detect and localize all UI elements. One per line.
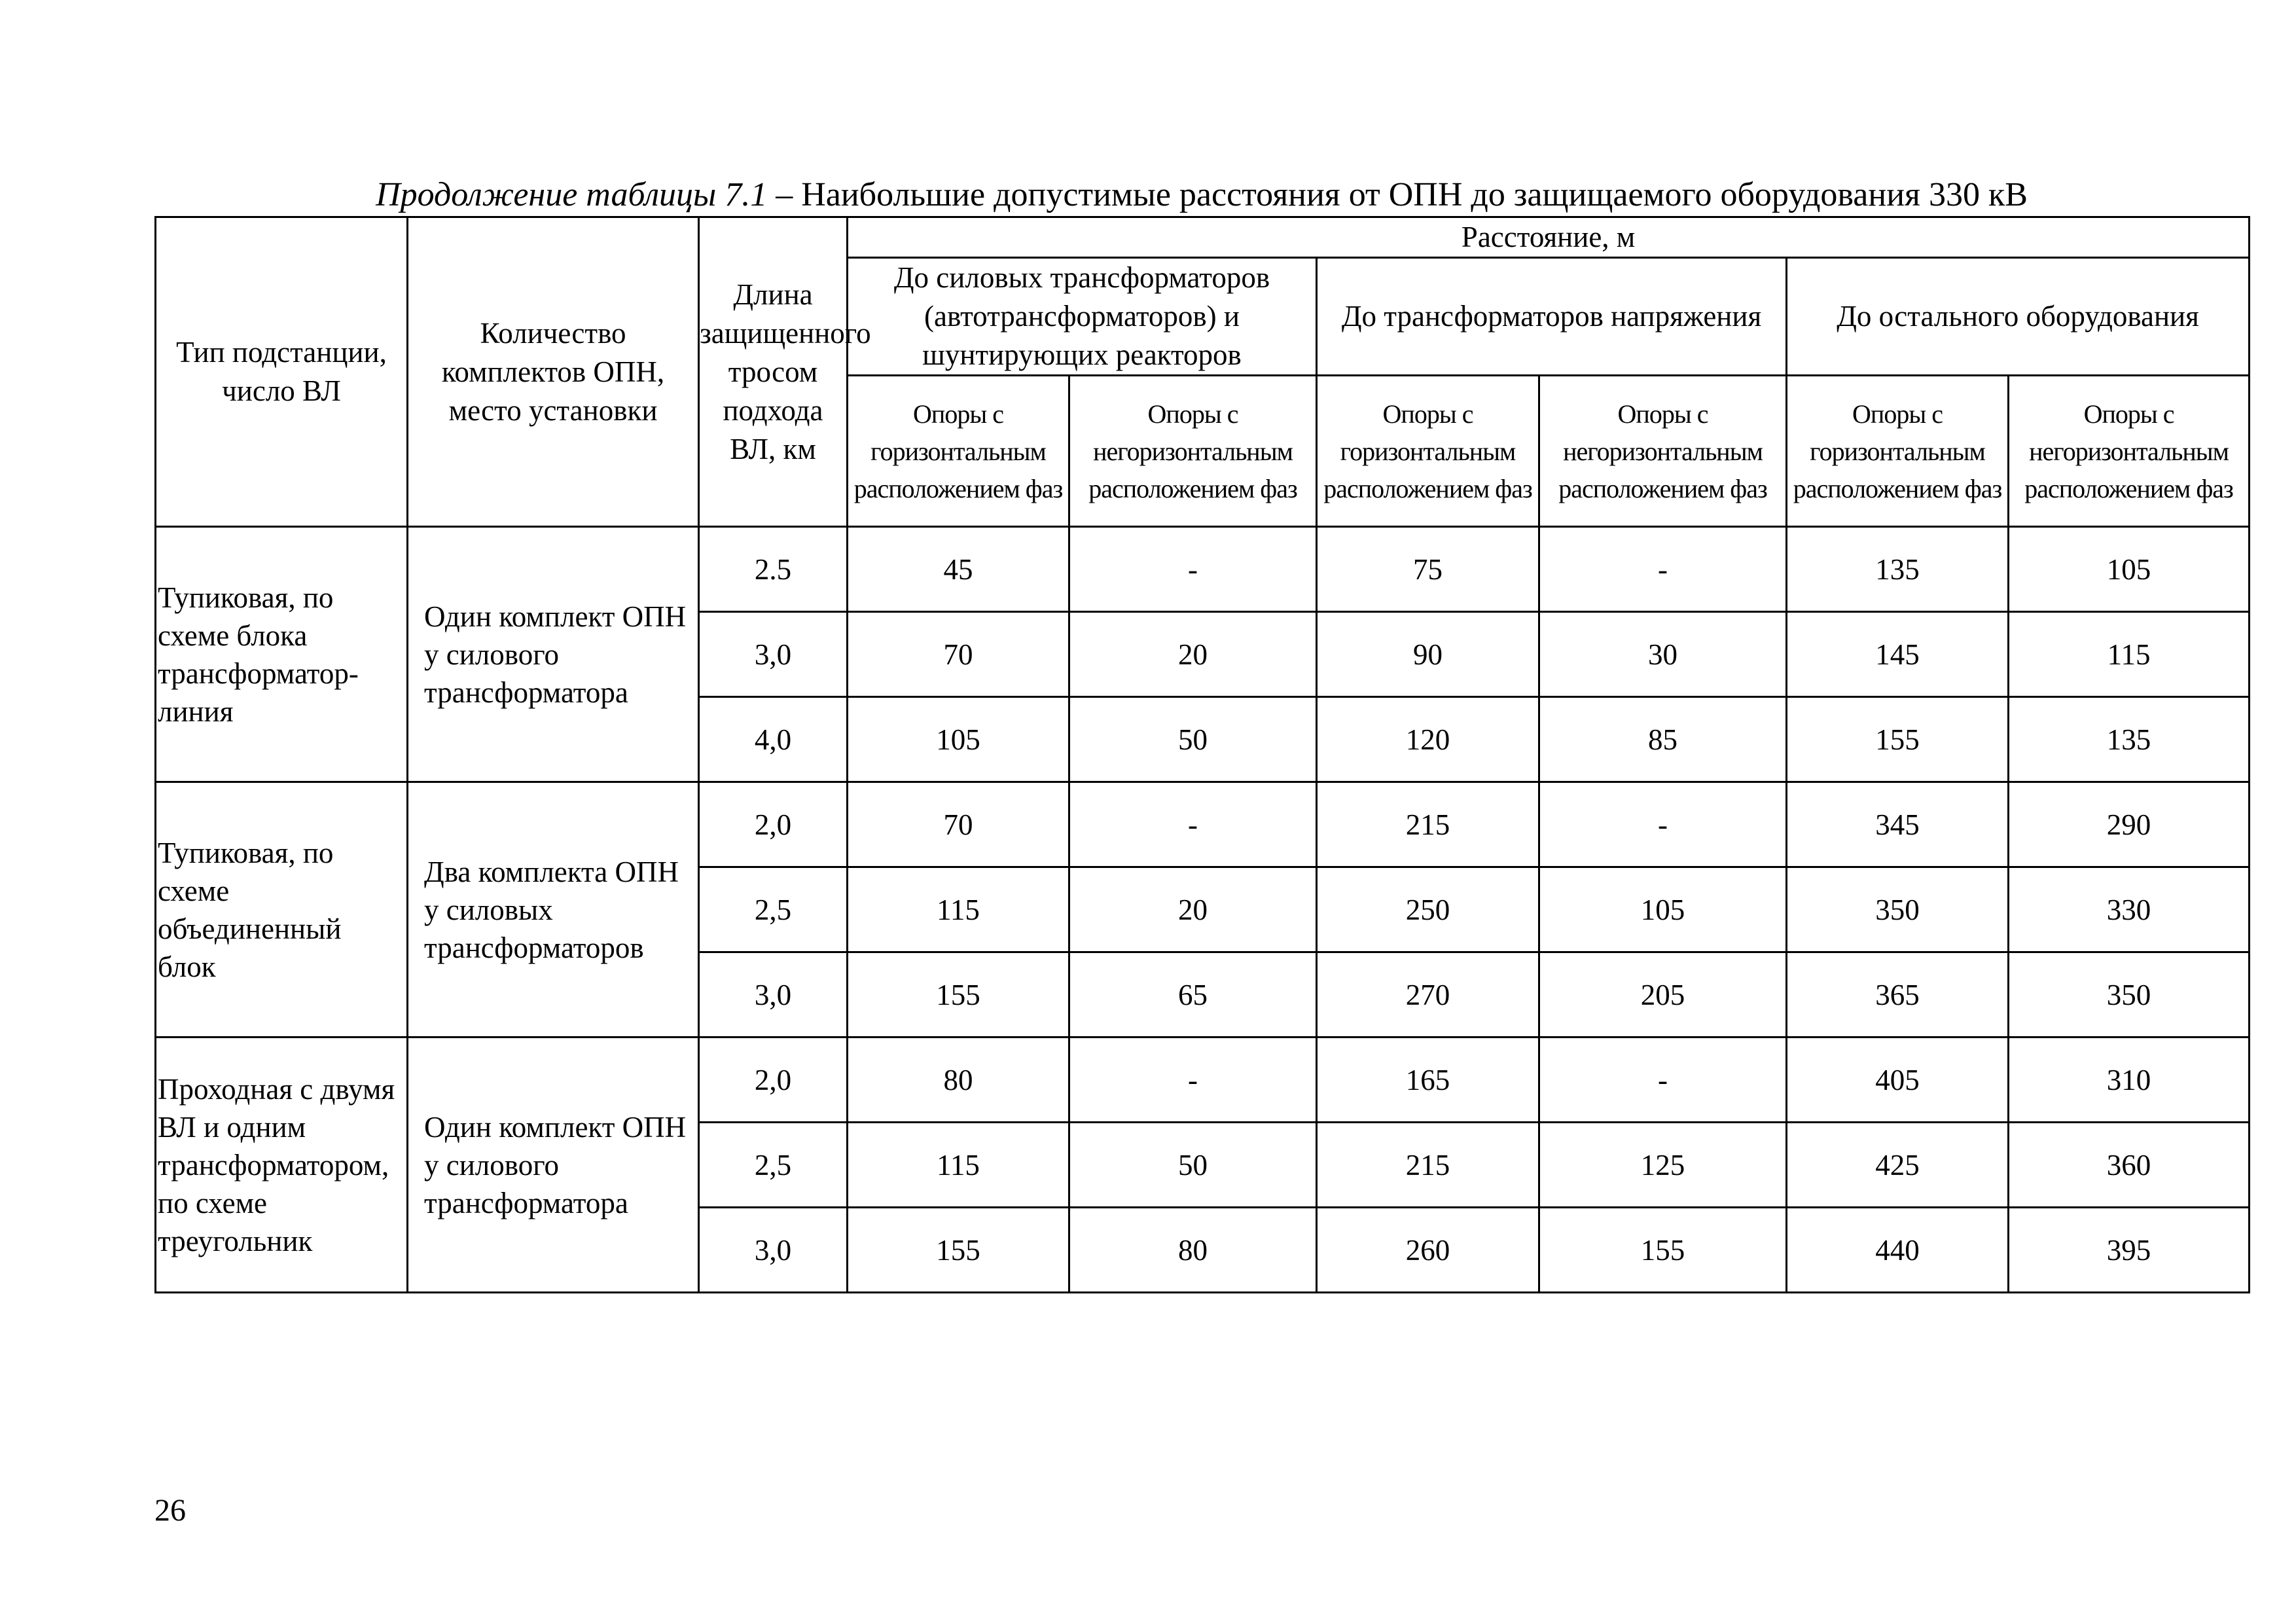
distance-cell: 215 xyxy=(1317,1123,1539,1208)
page-number: 26 xyxy=(154,1493,186,1528)
distance-cell: - xyxy=(1069,782,1317,867)
distance-cell: 30 xyxy=(1539,612,1787,697)
substation-type-cell xyxy=(156,782,408,1038)
substation-type-text: Тупиковая, по схеме блока трансформатор-линия xyxy=(158,581,359,728)
length-cell: 3,0 xyxy=(699,612,848,697)
distance-cell: 290 xyxy=(2009,782,2250,867)
distance-cell: 115 xyxy=(2009,612,2250,697)
distance-cell: 395 xyxy=(2009,1208,2250,1293)
header-non-horizontal-phases: Опоры с негоризонтальным расположением фаз xyxy=(1069,376,1317,527)
length-cell: 3,0 xyxy=(699,952,848,1038)
distance-cell: 360 xyxy=(2009,1123,2250,1208)
header-horizontal-phases: Опоры с горизонтальным расположением фаз xyxy=(1787,376,2009,527)
distance-cell: 155 xyxy=(848,952,1069,1038)
opn-set-text: Один комплект ОПН у силового трансформатора xyxy=(424,1110,687,1219)
distance-cell: 80 xyxy=(848,1038,1069,1123)
distance-cell: 50 xyxy=(1069,1123,1317,1208)
distance-cell: - xyxy=(1539,1038,1787,1123)
distance-cell: 155 xyxy=(1539,1208,1787,1293)
distance-cell: - xyxy=(1069,527,1317,612)
distance-cell: 70 xyxy=(848,782,1069,867)
header-group-other-equipment: До остального оборудования xyxy=(1787,258,2250,376)
table-header xyxy=(156,217,2250,527)
header-non-horizontal-phases: Опоры с негоризонтальным расположением фаз xyxy=(1539,376,1787,527)
distance-cell: 105 xyxy=(2009,527,2250,612)
distance-cell: 350 xyxy=(2009,952,2250,1038)
distance-cell: 135 xyxy=(2009,697,2250,782)
caption-prefix: Продолжение таблицы 7.1 xyxy=(376,176,768,213)
table-row xyxy=(156,782,2250,867)
distance-cell: 365 xyxy=(1787,952,2009,1038)
substation-type-text: Тупиковая, по схеме объединенный блок xyxy=(158,836,342,983)
distance-table xyxy=(154,216,2250,1293)
distance-cell: 425 xyxy=(1787,1123,2009,1208)
distance-cell: 115 xyxy=(848,1123,1069,1208)
distance-cell: 440 xyxy=(1787,1208,2009,1293)
header-horizontal-phases: Опоры с горизонтальным расположением фаз xyxy=(1317,376,1539,527)
distance-cell: 125 xyxy=(1539,1123,1787,1208)
length-cell: 4,0 xyxy=(699,697,848,782)
table-row xyxy=(156,527,2250,612)
distance-cell: 350 xyxy=(1787,867,2009,952)
distance-cell: 50 xyxy=(1069,697,1317,782)
distance-cell: 310 xyxy=(2009,1038,2250,1123)
distance-cell: 250 xyxy=(1317,867,1539,952)
distance-cell: 345 xyxy=(1787,782,2009,867)
distance-cell: - xyxy=(1539,527,1787,612)
length-cell: 2,5 xyxy=(699,867,848,952)
distance-cell: 105 xyxy=(1539,867,1787,952)
length-cell: 2,5 xyxy=(699,1123,848,1208)
distance-cell: 135 xyxy=(1787,527,2009,612)
distance-cell: 260 xyxy=(1317,1208,1539,1293)
table-caption xyxy=(154,168,2249,223)
distance-cell: 330 xyxy=(2009,867,2250,952)
distance-cell: 145 xyxy=(1787,612,2009,697)
distance-cell: 90 xyxy=(1317,612,1539,697)
substation-type-cell xyxy=(156,527,408,782)
substation-type-text: Проходная с двумя ВЛ и одним трансформатором, по схеме треугольник xyxy=(158,1072,395,1257)
distance-cell: 20 xyxy=(1069,612,1317,697)
table-row xyxy=(156,1038,2250,1123)
distance-cell: 120 xyxy=(1317,697,1539,782)
table-body xyxy=(156,527,2250,1293)
header-group-voltage-transformers: До трансформаторов напряжения xyxy=(1317,258,1787,376)
length-cell: 2,0 xyxy=(699,782,848,867)
caption-text: – Наибольшие допустимые расстояния от ОПН до защищаемого оборудования 330 кВ xyxy=(767,176,2028,213)
distance-cell: 70 xyxy=(848,612,1069,697)
header-horizontal-phases: Опоры с горизонтальным расположением фаз xyxy=(848,376,1069,527)
distance-cell: 205 xyxy=(1539,952,1787,1038)
length-cell: 2,0 xyxy=(699,1038,848,1123)
distance-cell: 80 xyxy=(1069,1208,1317,1293)
length-cell: 3,0 xyxy=(699,1208,848,1293)
distance-cell: 215 xyxy=(1317,782,1539,867)
distance-cell: 155 xyxy=(1787,697,2009,782)
length-cell: 2.5 xyxy=(699,527,848,612)
header-substation-type: Тип подстанции, число ВЛ xyxy=(156,217,408,527)
opn-set-cell xyxy=(408,1038,699,1293)
opn-set-cell xyxy=(408,527,699,782)
header-non-horizontal-phases: Опоры с негоризонтальным расположением фаз xyxy=(2009,376,2250,527)
header-group-power-transformers: До силовых трансформаторов (автотрансформаторов) и шунтирующих реакторов xyxy=(848,258,1317,376)
distance-cell: 75 xyxy=(1317,527,1539,612)
opn-set-cell xyxy=(408,782,699,1038)
distance-cell: 105 xyxy=(848,697,1069,782)
opn-set-text: Один комплект ОПН у силового трансформатора xyxy=(424,600,687,709)
distance-cell: 85 xyxy=(1539,697,1787,782)
distance-cell: 405 xyxy=(1787,1038,2009,1123)
distance-cell: - xyxy=(1069,1038,1317,1123)
distance-cell: 165 xyxy=(1317,1038,1539,1123)
distance-cell: 20 xyxy=(1069,867,1317,952)
distance-cell: 45 xyxy=(848,527,1069,612)
distance-cell: 155 xyxy=(848,1208,1069,1293)
header-approach-length: Длина защищенного тросом подхода ВЛ, км xyxy=(699,217,848,527)
distance-cell: 270 xyxy=(1317,952,1539,1038)
opn-set-text: Два комплекта ОПН у силовых трансформаторов xyxy=(424,855,679,964)
distance-cell: 115 xyxy=(848,867,1069,952)
distance-cell: - xyxy=(1539,782,1787,867)
distance-cell: 65 xyxy=(1069,952,1317,1038)
substation-type-cell xyxy=(156,1038,408,1293)
header-opn-sets: Количество комплектов ОПН, место установки xyxy=(408,217,699,527)
header-distance: Расстояние, м xyxy=(848,217,2250,258)
